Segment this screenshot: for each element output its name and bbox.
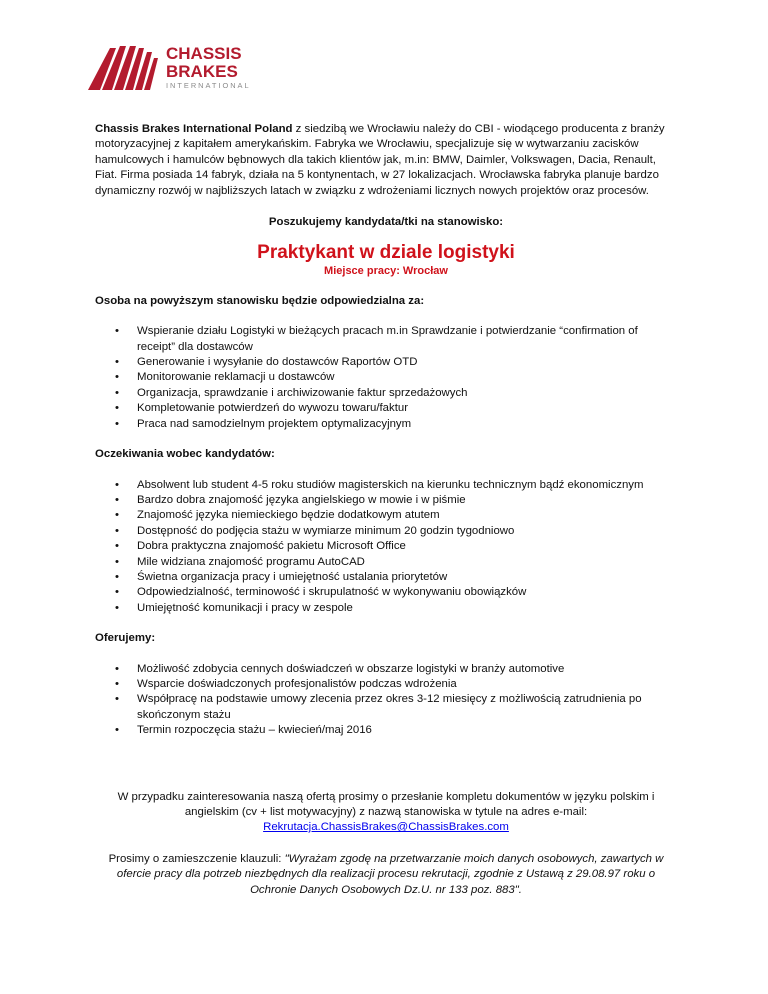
bullet-icon: •: [115, 402, 119, 415]
consent-prefix: Prosimy o zamieszczenie klauzuli:: [108, 852, 285, 865]
bullet-icon: •: [115, 478, 119, 491]
offer-list: [95, 662, 677, 739]
recruitment-email-link[interactable]: Rekrutacja.ChassisBrakes@ChassisBrakes.com: [263, 821, 509, 834]
list-item: • Dostępność do podjęcia stażu w wymiarze minimum 20 godzin tygodniowo: [95, 524, 677, 539]
bullet-icon: •: [115, 509, 119, 522]
consent-paragraph: [95, 852, 677, 898]
seeking-heading: Poszukujemy kandydata/tki na stanowisko:: [268, 216, 504, 229]
bullet-icon: •: [115, 493, 119, 506]
company-intro: [95, 122, 677, 199]
list-item: • Absolwent lub student 4-5 roku studiów magisterskich na kierunku technicznym bądź ekonomicznym: [95, 478, 677, 493]
logo-text-brakes: BRAKES: [166, 62, 238, 81]
bullet-icon: •: [115, 555, 119, 568]
list-item: • Możliwość zdobycia cennych doświadczeń w obszarze logistyki w branży automotive: [95, 662, 677, 677]
responsibilities-list: [95, 324, 677, 432]
list-item: • Monitorowanie reklamacji u dostawców: [95, 370, 677, 385]
bullet-icon: •: [115, 371, 119, 384]
list-item: • Bardzo dobra znajomość języka angielskiego w mowie i w piśmie: [95, 493, 677, 508]
logo-swoosh-icon: [88, 46, 158, 90]
bullet-icon: •: [115, 356, 119, 369]
list-item: • Praca nad samodzielnym projektem optymalizacyjnym: [95, 417, 677, 432]
job-offer-document: [95, 122, 677, 898]
bullet-icon: •: [115, 386, 119, 399]
company-name: Chassis Brakes International Poland: [95, 123, 293, 135]
bullet-icon: •: [115, 601, 119, 614]
responsibilities-heading: Osoba na powyższym stanowisku będzie odpowiedzialna za:: [95, 294, 425, 307]
list-item: • Współpracę na podstawie umowy zlecenia przez okres 3-12 miesięcy z możliwością zatrudnienia po skończonym stażu: [115, 693, 642, 721]
logo-text-chassis: CHASSIS: [166, 44, 242, 63]
list-item: • Organizacja, sprawdzanie i archiwizowanie faktur sprzedażowych: [95, 386, 677, 401]
bullet-icon: •: [115, 570, 119, 583]
offer-heading: Oferujemy:: [95, 632, 156, 645]
bullet-icon: •: [115, 417, 119, 430]
company-description: z siedzibą we Wrocławiu należy do CBI - wiodącego producenta z branży motoryzacyjnej z kapitałem amerykańskim. Fabryka we Wrocławiu, specjalizuje się w wytwarzaniu zacisków hamulcowych i hamulców bębnowych dla takich klientów jak, m.in: BMW, Daimler, Volkswagen, Dacia, Renault, Fiat. Firma posiada 14 fabryk, działa na 5 kontynentach, w 27 lokalizacjach. Wrocławska fabryka planuje bardzo dynamiczny rozwój w najbliższych latach w związku z wdrożeniami licznych nowych projektów oraz procesów.: [95, 123, 665, 197]
bullet-icon: •: [115, 540, 119, 553]
job-title: Praktykant w dziale logistyki: [257, 242, 515, 264]
bullet-icon: •: [115, 693, 119, 706]
list-item: • Mile widziana znajomość programu AutoCAD: [95, 555, 677, 570]
list-item: • Wspieranie działu Logistyki w bieżących pracach m.in Sprawdzanie i potwierdzanie “confirmation of receipt” dla dostawców: [115, 325, 638, 353]
bullet-icon: •: [115, 325, 119, 338]
bullet-icon: •: [115, 724, 119, 737]
bullet-icon: •: [115, 586, 119, 599]
list-item: • Dobra praktyczna znajomość pakietu Microsoft Office: [95, 539, 677, 554]
logo-text-international: INTERNATIONAL: [166, 81, 251, 90]
list-item: • Generowanie i wysyłanie do dostawców Raportów OTD: [95, 355, 677, 370]
bullet-icon: •: [115, 662, 119, 675]
list-item: • Umiejętność komunikacji i pracy w zespole: [95, 601, 677, 616]
list-item: • Świetna organizacja pracy i umiejętność ustalania priorytetów: [95, 570, 677, 585]
job-location: Miejsce pracy: Wrocław: [324, 265, 448, 278]
contact-paragraph: [95, 790, 677, 836]
bullet-icon: •: [115, 677, 119, 690]
spacer: [95, 754, 677, 790]
list-item: • Wsparcie doświadczonych profesjonalistów podczas wdrożenia: [95, 677, 677, 692]
bullet-icon: •: [115, 524, 119, 537]
list-item: • Znajomość języka niemieckiego będzie dodatkowym atutem: [95, 508, 677, 523]
consent-clause: "Wyrażam zgodę na przetwarzanie moich danych osobowych, zawartych w ofercie pracy dla potrzeb niezbędnych dla realizacji procesu rekrutacji, zgodnie z Ustawą z 29.08.97 roku o Ochronie Danych Osobowych Dz.U. nr 133 poz. 883".: [116, 852, 664, 896]
expectations-heading: Oczekiwania wobec kandydatów:: [95, 448, 275, 461]
company-logo: [86, 38, 266, 94]
list-item: • Kompletowanie potwierdzeń do wywozu towaru/faktur: [95, 401, 677, 416]
list-item: • Termin rozpoczęcia stażu – kwiecień/maj 2016: [95, 723, 677, 738]
contact-text: W przypadku zainteresowania naszą ofertą prosimy o przesłanie kompletu dokumentów w języku polskim i angielskim (cv + list motywacyjny) z nazwą stanowiska w tytule na adres e-mail:: [117, 790, 655, 818]
list-item: • Odpowiedzialność, terminowość i skrupulatność w wykonywaniu obowiązków: [95, 585, 677, 600]
expectations-list: [95, 478, 677, 617]
